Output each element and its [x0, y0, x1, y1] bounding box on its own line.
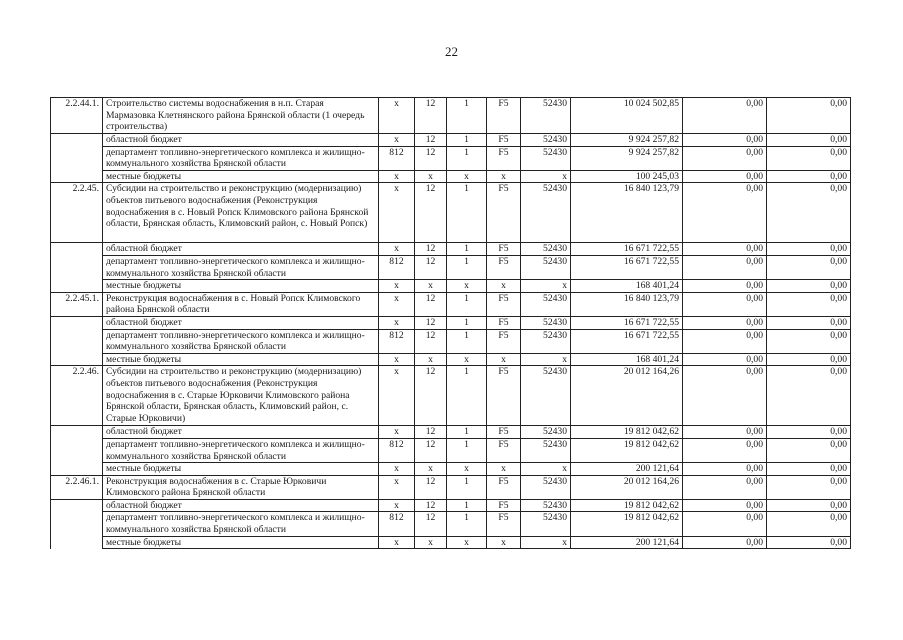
cell-description: Реконструкция водоснабжения в с. Новый Ропск Климовского района Брянской области — [103, 292, 379, 316]
table-row — [51, 146, 851, 170]
cell-program: F5 — [487, 316, 521, 329]
budget-table — [50, 97, 851, 549]
cell-subsection: 1 — [447, 438, 487, 462]
cell-subsection: х — [447, 170, 487, 183]
cell-amount-year3: 0,00 — [767, 170, 851, 183]
cell-direction: 52430 — [521, 98, 571, 134]
cell-amount-year1: 19 812 042,62 — [571, 426, 683, 439]
cell-admin-code: х — [379, 292, 415, 316]
cell-amount-year3: 0,00 — [767, 98, 851, 134]
cell-section: 12 — [415, 512, 447, 536]
table-row — [51, 292, 851, 316]
cell-description: департамент топливно-энергетического комплекса и жилищно-коммунального хозяйства Брянской области — [103, 329, 379, 353]
cell-direction: 52430 — [521, 316, 571, 329]
table-row — [51, 536, 851, 549]
cell-admin-code: х — [379, 536, 415, 549]
cell-amount-year2: 0,00 — [683, 98, 767, 134]
cell-amount-year3: 0,00 — [767, 536, 851, 549]
cell-amount-year3: 0,00 — [767, 463, 851, 476]
cell-description: департамент топливно-энергетического комплекса и жилищно-коммунального хозяйства Брянской области — [103, 438, 379, 462]
cell-code — [51, 512, 103, 536]
cell-admin-code: х — [379, 98, 415, 134]
cell-amount-year3: 0,00 — [767, 183, 851, 243]
cell-subsection: 1 — [447, 292, 487, 316]
cell-description: Реконструкция водоснабжения в с. Старые Юрковичи Климовского района Брянской области — [103, 475, 379, 499]
cell-admin-code: х — [379, 134, 415, 147]
cell-amount-year2: 0,00 — [683, 183, 767, 243]
cell-amount-year3: 0,00 — [767, 353, 851, 366]
cell-amount-year3: 0,00 — [767, 255, 851, 279]
budget-table-body — [51, 98, 851, 549]
cell-section: х — [415, 536, 447, 549]
cell-amount-year3: 0,00 — [767, 499, 851, 512]
table-row — [51, 98, 851, 134]
cell-section: 12 — [415, 255, 447, 279]
cell-code — [51, 329, 103, 353]
cell-admin-code: х — [379, 499, 415, 512]
cell-amount-year1: 168 401,24 — [571, 353, 683, 366]
cell-program: F5 — [487, 475, 521, 499]
cell-amount-year2: 0,00 — [683, 475, 767, 499]
cell-amount-year3: 0,00 — [767, 329, 851, 353]
cell-amount-year1: 16 671 722,55 — [571, 329, 683, 353]
cell-amount-year2: 0,00 — [683, 255, 767, 279]
cell-amount-year2: 0,00 — [683, 499, 767, 512]
cell-code — [51, 536, 103, 549]
cell-section: 12 — [415, 243, 447, 256]
cell-description: Субсидии на строительство и реконструкцию (модернизацию) объектов питьевого водоснабжения (Реконструкция водоснабжения в с. Новый Ропск Климовского района Брянской области, Брянская область, Климовский район, с. Новый Ропск) — [103, 183, 379, 243]
cell-amount-year2: 0,00 — [683, 366, 767, 426]
cell-subsection: 1 — [447, 134, 487, 147]
cell-direction: 52430 — [521, 426, 571, 439]
cell-direction: 52430 — [521, 243, 571, 256]
cell-description: местные бюджеты — [103, 280, 379, 293]
cell-admin-code: х — [379, 475, 415, 499]
cell-program: F5 — [487, 438, 521, 462]
cell-code: 2.2.45. — [51, 183, 103, 243]
cell-amount-year2: 0,00 — [683, 280, 767, 293]
cell-admin-code: 812 — [379, 255, 415, 279]
cell-program: F5 — [487, 183, 521, 243]
cell-code: 2.2.46.1. — [51, 475, 103, 499]
cell-amount-year3: 0,00 — [767, 134, 851, 147]
cell-amount-year1: 19 812 042,62 — [571, 438, 683, 462]
table-row — [51, 134, 851, 147]
cell-description: местные бюджеты — [103, 463, 379, 476]
cell-section: х — [415, 170, 447, 183]
cell-direction: х — [521, 353, 571, 366]
cell-amount-year3: 0,00 — [767, 366, 851, 426]
table-row — [51, 243, 851, 256]
cell-code — [51, 146, 103, 170]
cell-code — [51, 170, 103, 183]
cell-amount-year1: 19 812 042,62 — [571, 512, 683, 536]
cell-admin-code: х — [379, 316, 415, 329]
cell-amount-year2: 0,00 — [683, 170, 767, 183]
cell-code — [51, 316, 103, 329]
cell-subsection: 1 — [447, 426, 487, 439]
cell-description: областной бюджет — [103, 134, 379, 147]
cell-admin-code: 812 — [379, 329, 415, 353]
cell-subsection: х — [447, 280, 487, 293]
cell-program: F5 — [487, 243, 521, 256]
cell-amount-year1: 16 840 123,79 — [571, 183, 683, 243]
cell-description: Субсидии на строительство и реконструкцию (модернизацию) объектов питьевого водоснабжения (Реконструкция водоснабжения в с. Старые Юрковичи Климовского района Брянской области, Брянская область, Климовский район, с. Старые Юрковичи) — [103, 366, 379, 426]
cell-subsection: 1 — [447, 255, 487, 279]
cell-program: х — [487, 463, 521, 476]
cell-admin-code: х — [379, 366, 415, 426]
cell-section: 12 — [415, 499, 447, 512]
cell-description: Строительство системы водоснабжения в н.п. Старая Мармазовка Клетнянского района Брянской области (1 очередь строительства) — [103, 98, 379, 134]
cell-amount-year1: 100 245,03 — [571, 170, 683, 183]
cell-program: F5 — [487, 255, 521, 279]
cell-section: 12 — [415, 146, 447, 170]
cell-admin-code: 812 — [379, 438, 415, 462]
cell-direction: х — [521, 536, 571, 549]
cell-amount-year2: 0,00 — [683, 292, 767, 316]
cell-description: местные бюджеты — [103, 536, 379, 549]
table-row — [51, 316, 851, 329]
cell-direction: 52430 — [521, 475, 571, 499]
cell-code — [51, 353, 103, 366]
table-row — [51, 438, 851, 462]
cell-amount-year3: 0,00 — [767, 426, 851, 439]
cell-section: 12 — [415, 292, 447, 316]
cell-amount-year2: 0,00 — [683, 134, 767, 147]
cell-program: F5 — [487, 292, 521, 316]
table-row — [51, 512, 851, 536]
cell-admin-code: 812 — [379, 512, 415, 536]
cell-subsection: 1 — [447, 243, 487, 256]
cell-subsection: 1 — [447, 475, 487, 499]
cell-code — [51, 438, 103, 462]
cell-amount-year2: 0,00 — [683, 512, 767, 536]
cell-direction: 52430 — [521, 512, 571, 536]
cell-description: местные бюджеты — [103, 170, 379, 183]
cell-program: F5 — [487, 499, 521, 512]
cell-subsection: х — [447, 353, 487, 366]
cell-code — [51, 426, 103, 439]
cell-section: 12 — [415, 438, 447, 462]
cell-subsection: 1 — [447, 512, 487, 536]
cell-description: департамент топливно-энергетического комплекса и жилищно-коммунального хозяйства Брянской области — [103, 146, 379, 170]
cell-amount-year1: 16 671 722,55 — [571, 243, 683, 256]
cell-code: 2.2.46. — [51, 366, 103, 426]
cell-direction: 52430 — [521, 366, 571, 426]
cell-section: 12 — [415, 134, 447, 147]
cell-program: F5 — [487, 98, 521, 134]
cell-amount-year1: 10 024 502,85 — [571, 98, 683, 134]
cell-description: департамент топливно-энергетического комплекса и жилищно-коммунального хозяйства Брянской области — [103, 512, 379, 536]
cell-admin-code: х — [379, 170, 415, 183]
cell-amount-year2: 0,00 — [683, 536, 767, 549]
cell-subsection: 1 — [447, 146, 487, 170]
cell-section: х — [415, 463, 447, 476]
cell-amount-year3: 0,00 — [767, 292, 851, 316]
cell-amount-year2: 0,00 — [683, 316, 767, 329]
cell-admin-code: х — [379, 243, 415, 256]
table-row — [51, 329, 851, 353]
cell-program: х — [487, 170, 521, 183]
cell-direction: х — [521, 280, 571, 293]
cell-code — [51, 499, 103, 512]
cell-program: F5 — [487, 146, 521, 170]
cell-code: 2.2.45.1. — [51, 292, 103, 316]
cell-amount-year3: 0,00 — [767, 280, 851, 293]
cell-section: 12 — [415, 316, 447, 329]
cell-section: 12 — [415, 426, 447, 439]
cell-code — [51, 134, 103, 147]
cell-admin-code: 812 — [379, 146, 415, 170]
cell-admin-code: х — [379, 353, 415, 366]
cell-amount-year3: 0,00 — [767, 243, 851, 256]
cell-amount-year2: 0,00 — [683, 243, 767, 256]
cell-admin-code: х — [379, 426, 415, 439]
cell-amount-year2: 0,00 — [683, 329, 767, 353]
cell-direction: 52430 — [521, 438, 571, 462]
cell-amount-year3: 0,00 — [767, 146, 851, 170]
cell-section: 12 — [415, 183, 447, 243]
cell-amount-year1: 19 812 042,62 — [571, 499, 683, 512]
cell-amount-year1: 16 671 722,55 — [571, 316, 683, 329]
cell-program: F5 — [487, 329, 521, 353]
cell-code — [51, 463, 103, 476]
cell-admin-code: х — [379, 183, 415, 243]
cell-direction: 52430 — [521, 146, 571, 170]
cell-amount-year3: 0,00 — [767, 316, 851, 329]
cell-amount-year1: 200 121,64 — [571, 536, 683, 549]
cell-code — [51, 255, 103, 279]
cell-amount-year2: 0,00 — [683, 353, 767, 366]
cell-amount-year2: 0,00 — [683, 426, 767, 439]
cell-subsection: 1 — [447, 366, 487, 426]
cell-amount-year2: 0,00 — [683, 438, 767, 462]
cell-direction: 52430 — [521, 255, 571, 279]
cell-amount-year3: 0,00 — [767, 475, 851, 499]
cell-amount-year1: 16 671 722,55 — [571, 255, 683, 279]
cell-program: х — [487, 280, 521, 293]
table-row — [51, 426, 851, 439]
cell-direction: х — [521, 170, 571, 183]
table-row — [51, 183, 851, 243]
cell-program: F5 — [487, 426, 521, 439]
cell-section: 12 — [415, 329, 447, 353]
cell-program: F5 — [487, 134, 521, 147]
table-row — [51, 353, 851, 366]
cell-amount-year1: 200 121,64 — [571, 463, 683, 476]
cell-subsection: 1 — [447, 329, 487, 353]
cell-direction: 52430 — [521, 183, 571, 243]
table-row — [51, 366, 851, 426]
cell-code — [51, 280, 103, 293]
cell-code — [51, 243, 103, 256]
cell-amount-year1: 168 401,24 — [571, 280, 683, 293]
cell-subsection: х — [447, 536, 487, 549]
cell-program: F5 — [487, 366, 521, 426]
cell-program: х — [487, 536, 521, 549]
cell-subsection: х — [447, 463, 487, 476]
cell-subsection: 1 — [447, 183, 487, 243]
cell-direction: 52430 — [521, 134, 571, 147]
table-row — [51, 475, 851, 499]
table-row — [51, 499, 851, 512]
cell-section: х — [415, 353, 447, 366]
cell-direction: х — [521, 463, 571, 476]
cell-direction: 52430 — [521, 292, 571, 316]
cell-amount-year3: 0,00 — [767, 512, 851, 536]
cell-code: 2.2.44.1. — [51, 98, 103, 134]
cell-description: областной бюджет — [103, 426, 379, 439]
page-number: 22 — [445, 44, 458, 59]
table-row — [51, 170, 851, 183]
cell-direction: 52430 — [521, 499, 571, 512]
table-row — [51, 280, 851, 293]
cell-admin-code: х — [379, 280, 415, 293]
cell-amount-year2: 0,00 — [683, 146, 767, 170]
table-row — [51, 463, 851, 476]
cell-amount-year1: 16 840 123,79 — [571, 292, 683, 316]
cell-amount-year3: 0,00 — [767, 438, 851, 462]
table-row — [51, 255, 851, 279]
cell-section: х — [415, 280, 447, 293]
cell-section: 12 — [415, 98, 447, 134]
cell-subsection: 1 — [447, 316, 487, 329]
cell-amount-year2: 0,00 — [683, 463, 767, 476]
cell-description: областной бюджет — [103, 316, 379, 329]
cell-amount-year1: 9 924 257,82 — [571, 134, 683, 147]
cell-description: областной бюджет — [103, 243, 379, 256]
cell-program: х — [487, 353, 521, 366]
cell-section: 12 — [415, 366, 447, 426]
cell-amount-year1: 20 012 164,26 — [571, 475, 683, 499]
cell-description: областной бюджет — [103, 499, 379, 512]
cell-description: местные бюджеты — [103, 353, 379, 366]
cell-description: департамент топливно-энергетического комплекса и жилищно-коммунального хозяйства Брянской области — [103, 255, 379, 279]
cell-amount-year1: 20 012 164,26 — [571, 366, 683, 426]
cell-section: 12 — [415, 475, 447, 499]
cell-subsection: 1 — [447, 98, 487, 134]
cell-amount-year1: 9 924 257,82 — [571, 146, 683, 170]
cell-direction: 52430 — [521, 329, 571, 353]
cell-subsection: 1 — [447, 499, 487, 512]
cell-admin-code: х — [379, 463, 415, 476]
cell-program: F5 — [487, 512, 521, 536]
